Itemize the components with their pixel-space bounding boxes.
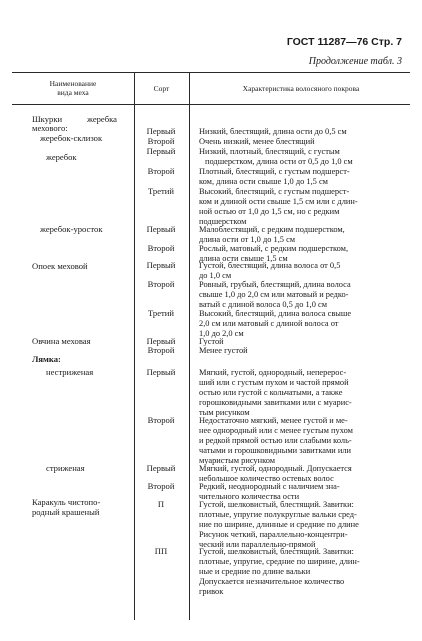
row-label-karakul-1: Каракуль чистопо- (32, 497, 101, 507)
description-cell: Плотный, блестящий, с густым подшерст- ком, длина ости свыше 1,0 до 1,5 см (199, 167, 350, 186)
grade-cell: Третий (148, 186, 174, 196)
row-label-zherebka: жеребка (87, 114, 117, 124)
grade-cell: Первый (146, 224, 176, 234)
grade-cell: Второй (147, 415, 175, 425)
row-label-sklizok: жеребок-склизок (40, 133, 103, 143)
description-cell: Очень низкий, менее блестящий (199, 137, 315, 146)
header-col-description: Характеристика волосяного покрова (242, 84, 360, 93)
row-label-ovchina: Овчина меховая (32, 336, 91, 346)
description-cell: Высокий, блестящий, длина волоса свыше 2,0 см или матовый с длиной волоса от 1,0 до 2,0 см (199, 309, 352, 338)
description-cell: Редкий, неоднородный с наличием зна- чительного количества ости (199, 482, 340, 501)
description-cell: Ровный, грубый, блестящий, длина волоса свыше 1,0 до 2,0 см или матовый и редко- ватый с длиной волоса 0,5 до 1,0 см (199, 280, 351, 309)
description-cell: Низкий, плотный, блестящий, с густым подшерстком, длина ости от 0,5 до 1,0 см (199, 147, 353, 166)
description-cell: Мягкий, густой, однородный. Допускается небольшое количество остевых волос (199, 464, 352, 483)
grade-cell: Второй (147, 166, 175, 176)
description-cell: Густой, блестящий, длина волоса от 0,5 до 1,0 см (199, 261, 341, 280)
grade-cell: Второй (147, 279, 175, 289)
gost-header: ГОСТ 11287—76 Стр. 7 (286, 36, 402, 48)
description-cell: Высокий, блестящий, с густым подшерст- ком и длиной ости свыше 1,5 см или с длин- ной остью от 1,0 до 1,5 см, но с редким подшерстком (199, 187, 358, 226)
grade-cell: Второй (147, 136, 175, 146)
grade-cell: Третий (148, 308, 174, 318)
grade-cell: П (157, 499, 165, 509)
row-label-strizhenaya: стриженая (46, 463, 85, 473)
grade-cell: Первый (146, 260, 176, 270)
table-top-rule (12, 72, 410, 73)
row-label-karakul-2: родный крашеный (32, 507, 100, 517)
header-col-name: Наименование вида меха (49, 79, 97, 97)
table-continuation-label: Продолжение табл. 3 (308, 56, 402, 67)
grade-cell: Второй (147, 481, 175, 491)
description-cell: Густой, шелковистый, блестящий. Завитки: плотные, упругие полукруглые вальки сред- ние по ширине, длинные и средние по длине Рисунок четкий, параллельно-концентри- ческий или параллельно-прямой (199, 500, 359, 549)
column-divider-2 (189, 72, 190, 620)
row-label-mekhovogo: мехового: (32, 123, 68, 133)
row-label-opoek: Опоек меховой (32, 261, 88, 271)
row-label-lyamka: Лямка: (32, 354, 61, 364)
grade-cell: Второй (147, 345, 175, 355)
description-cell: Мягкий, густой, однородный, неперерос- ший или с густым пухом и частой прямой остью или густой с кольчатыми, а также горошковидными завитками или с муарис- тым рисунком (199, 368, 352, 417)
description-cell: Рослый, матовый, с редким подшерстком, длина ости свыше 1,5 см (199, 244, 349, 263)
grade-cell: Первый (146, 126, 176, 136)
row-label-shkurki: Шкурки (32, 114, 63, 124)
header-col-grade: Сорт (153, 84, 170, 93)
description-cell: Низкий, блестящий, длина ости до 0,5 см (199, 127, 347, 136)
grade-cell: Первый (146, 146, 176, 156)
grade-cell: Первый (146, 463, 176, 473)
description-cell: Менее густой (199, 346, 248, 355)
row-label-zherebok: жеребок (46, 152, 77, 162)
row-label-urostok: жеребок-уросток (40, 224, 103, 234)
table-header-rule (12, 104, 410, 105)
row-label-nestrizhenaya: нестриженая (46, 367, 94, 377)
grade-cell: Первый (146, 336, 176, 346)
description-cell: Густой (199, 337, 224, 346)
grade-cell: Второй (147, 243, 175, 253)
description-cell: Малоблестящий, с редким подшерстком, длина ости от 1,0 до 1,5 см (199, 225, 345, 244)
grade-cell: Первый (146, 367, 176, 377)
description-cell: Недостаточно мягкий, менее густой и ме- нее однородный или с менее густым пухом и редкой прямой остью или слабыми коль- чатыми и горошковидными завитками или муаристым рисунком (199, 416, 353, 465)
description-cell: Густой, шелковистый, блестящий. Завитки: плотные, упругие, средние по ширине, длин- ные и средние по длине вальки Допускается незначительное количество гривок (199, 547, 360, 596)
grade-cell: ПП (154, 546, 168, 556)
